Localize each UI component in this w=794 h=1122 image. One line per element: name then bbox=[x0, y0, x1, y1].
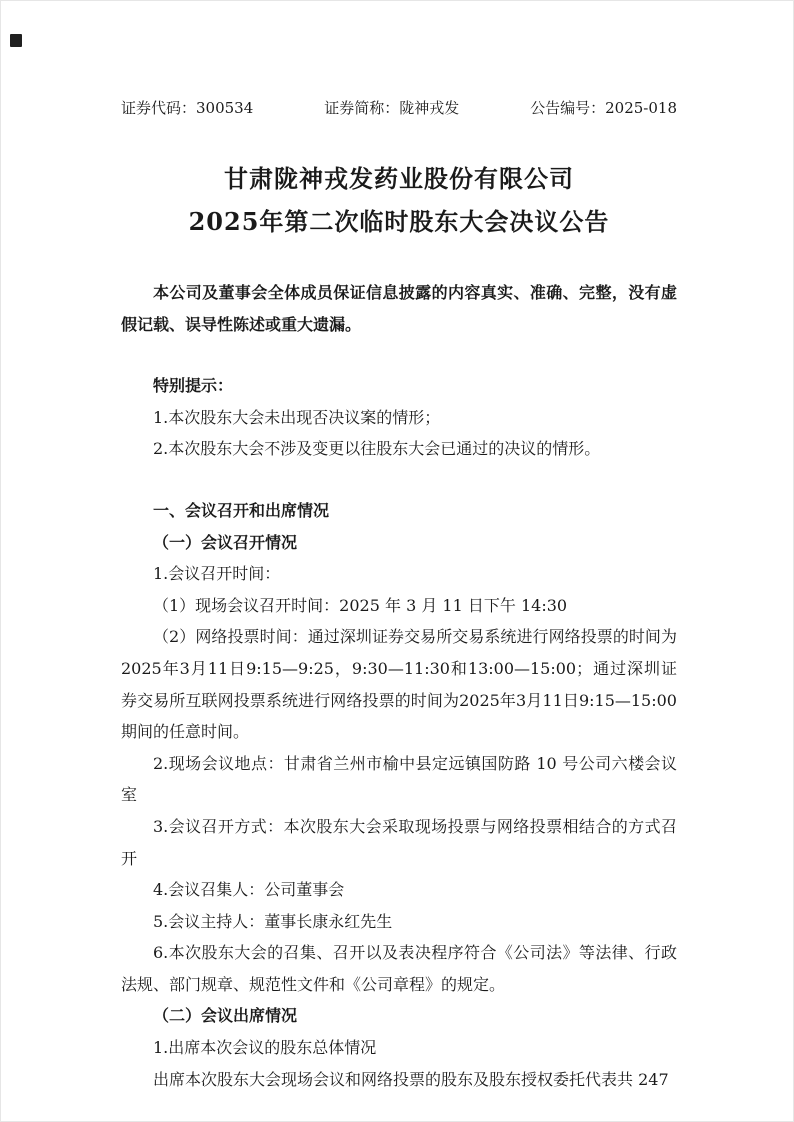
company-name-title: 甘肃陇神戎发药业股份有限公司 bbox=[224, 164, 574, 193]
stock-short-name-label: 证券简称：陇神戎发 bbox=[324, 99, 460, 117]
section-1-1-heading: （一）会议召开情况 bbox=[153, 532, 298, 552]
meeting-location: 2.现场会议地点：甘肃省兰州市榆中县定远镇国防路 10 号公司六楼会议室 bbox=[121, 753, 677, 805]
meeting-resolution-title: 2025年第二次临时股东大会决议公告 bbox=[188, 207, 610, 236]
document-title-block bbox=[121, 157, 677, 243]
scan-artifact-mark bbox=[10, 34, 22, 47]
document-body bbox=[121, 277, 677, 1095]
onsite-meeting-time: （1）现场会议召开时间：2025 年 3 月 11 日下午 14:30 bbox=[153, 595, 568, 615]
section-1-2-heading: （二）会议出席情况 bbox=[153, 1006, 298, 1026]
meeting-legality-statement: 6.本次股东大会的召集、召开以及表决程序符合《公司法》等法律、行政法规、部门规章、规范性文件和《公司章程》的规定。 bbox=[121, 943, 677, 994]
document-header bbox=[121, 98, 677, 119]
attendance-count-line: 出席本次股东大会现场会议和网络投票的股东及股东授权委托代表共 247 bbox=[153, 1069, 669, 1089]
meeting-method: 3.会议召开方式：本次股东大会采取现场投票与网络投票相结合的方式召开 bbox=[121, 816, 677, 868]
announcement-number-label: 公告编号：2025-018 bbox=[530, 99, 677, 117]
meeting-time-label: 1.会议召开时间： bbox=[153, 564, 281, 584]
online-voting-time: （2）网络投票时间：通过深圳证券交易所交易系统进行网络投票的时间为2025年3月11日9:15—9:25，9:30—11:30和13:00—15:00；通过深圳证券交易所互联网投票系统进行网络投票的时间为2025年3月11日9:15—15:00期间的任意时间。 bbox=[121, 627, 677, 742]
special-notice-item-2: 2.本次股东大会不涉及变更以往股东大会已通过的决议的情形。 bbox=[153, 439, 601, 459]
meeting-convener: 4.会议召集人：公司董事会 bbox=[153, 880, 345, 900]
section-1-heading: 一、会议召开和出席情况 bbox=[153, 500, 330, 520]
stock-code-label: 证券代码：300534 bbox=[121, 99, 254, 117]
attendance-overview-heading: 1.出席本次会议的股东总体情况 bbox=[153, 1038, 377, 1058]
meeting-chair: 5.会议主持人：董事长康永红先生 bbox=[153, 911, 393, 931]
special-notice-item-1: 1.本次股东大会未出现否决议案的情形； bbox=[153, 407, 441, 427]
disclaimer-paragraph: 本公司及董事会全体成员保证信息披露的内容真实、准确、完整，没有虚假记载、误导性陈述或重大遗漏。 bbox=[121, 283, 677, 334]
document-content bbox=[121, 98, 677, 1095]
special-notice-heading: 特别提示： bbox=[153, 376, 234, 396]
